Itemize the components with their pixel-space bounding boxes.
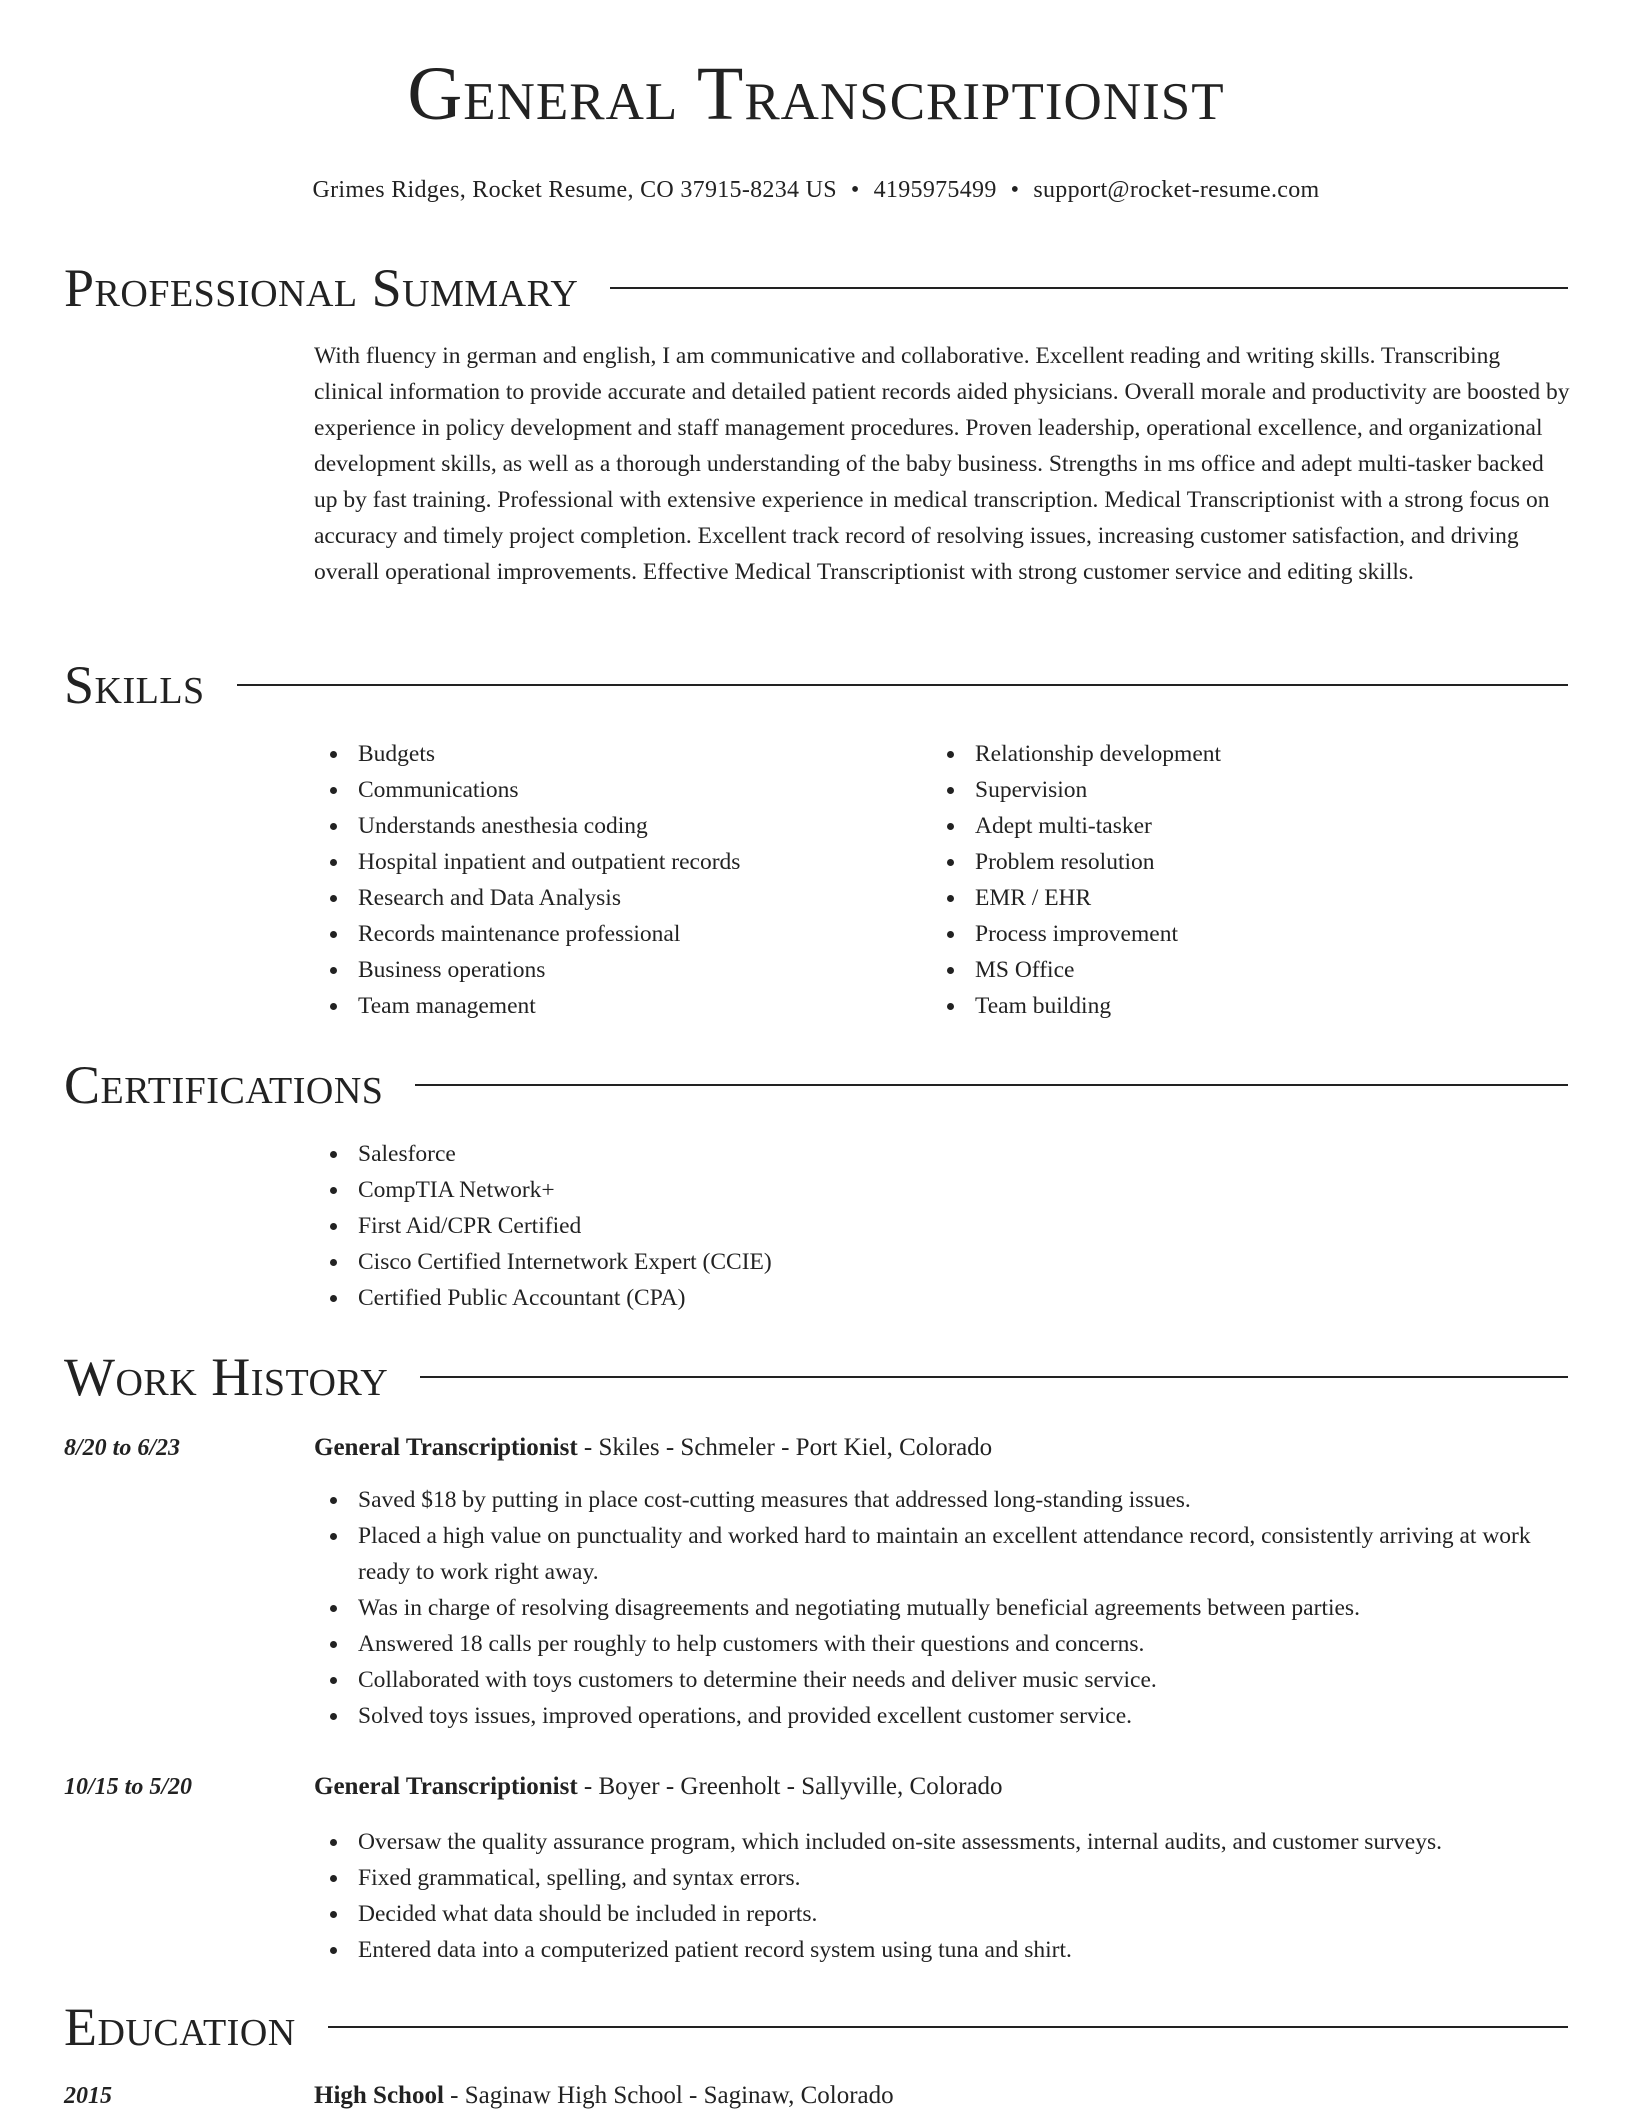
- job-employer: - Boyer - Greenholt - Sallyville, Colorado: [577, 1773, 1003, 1800]
- skill-item: Records maintenance professional: [314, 916, 914, 952]
- skill-item: Budgets: [314, 736, 914, 772]
- duty-item: Answered 18 calls per roughly to help customers with their questions and concerns.: [314, 1626, 1570, 1662]
- address: Grimes Ridges, Rocket Resume, CO 37915-8234 US: [312, 177, 837, 203]
- section-title: Work History: [64, 1347, 389, 1407]
- email-link[interactable]: support@rocket-resume.com: [1033, 177, 1320, 203]
- section-rule: [420, 1376, 1568, 1378]
- skills-right-column: [931, 736, 1531, 1024]
- skill-item: Hospital inpatient and outpatient records: [314, 844, 914, 880]
- summary-section-heading: [64, 258, 1568, 318]
- section-title: Skills: [64, 655, 205, 715]
- phone[interactable]: 4195975499: [873, 177, 997, 203]
- separator-dot: •: [1010, 177, 1020, 203]
- skill-item: Supervision: [931, 772, 1531, 808]
- certification-item: CompTIA Network+: [314, 1172, 1314, 1208]
- duty-item: Saved $18 by putting in place cost-cutting measures that addressed long-standing issues.: [314, 1482, 1570, 1518]
- skill-item: Process improvement: [931, 916, 1531, 952]
- certifications-list: [314, 1136, 1314, 1316]
- education-year: 2015: [64, 2083, 112, 2109]
- skill-item: Team management: [314, 988, 914, 1024]
- skills-left-column: [314, 736, 914, 1024]
- section-title: Certifications: [64, 1055, 384, 1115]
- skill-item: Team building: [931, 988, 1531, 1024]
- job-title: General Transcriptionist: [314, 1434, 578, 1461]
- job-title-line: [314, 1771, 1003, 1803]
- summary-text: With fluency in german and english, I am communicative and collaborative. Excellent reading and writing skills. Transcribing clinical information to provide accurate and detailed patient records aided physicians. Overall morale and productivity are boosted by experience in policy development and staff management procedures. Proven leadership, operational excellence, and organizational development skills, as well as a thorough understanding of the baby business. Strengths in ms office and adept multi-tasker backed up by fast training. Professional with extensive experience in medical transcription. Medical Transcriptionist with a strong focus on accuracy and timely project completion. Excellent track record of resolving issues, increasing customer satisfaction, and driving overall operational improvements. Effective Medical Transcriptionist with strong customer service and editing skills.: [314, 343, 1570, 585]
- job-duties: [314, 1824, 1570, 1968]
- work-section-heading: [64, 1347, 1568, 1407]
- certification-item: Certified Public Accountant (CPA): [314, 1280, 1314, 1316]
- certifications-section-heading: [64, 1055, 1568, 1115]
- section-rule: [415, 1084, 1568, 1086]
- duty-item: Collaborated with toys customers to determine their needs and deliver music service.: [314, 1662, 1570, 1698]
- school: - Saginaw High School - Saginaw, Colorado: [443, 2082, 894, 2109]
- job-title-line: [314, 1432, 992, 1464]
- duty-item: Entered data into a computerized patient record system using tuna and shirt.: [314, 1932, 1570, 1968]
- section-rule: [610, 287, 1568, 289]
- skill-item: Relationship development: [931, 736, 1531, 772]
- duty-item: Solved toys issues, improved operations, and provided excellent customer service.: [314, 1698, 1570, 1734]
- education-line: [314, 2080, 894, 2112]
- education-section-heading: [64, 1997, 1568, 2057]
- duty-item: Was in charge of resolving disagreements and negotiating mutually beneficial agreements between parties.: [314, 1590, 1570, 1626]
- section-rule: [237, 684, 1568, 686]
- skill-item: Research and Data Analysis: [314, 880, 914, 916]
- duty-item: Decided what data should be included in reports.: [314, 1896, 1570, 1932]
- contact-line: [0, 174, 1632, 206]
- duty-item: Placed a high value on punctuality and worked hard to maintain an excellent attendance record, consistently arriving at work ready to work right away.: [314, 1518, 1570, 1590]
- job-employer: - Skiles - Schmeler - Port Kiel, Colorado: [577, 1434, 993, 1461]
- skill-item: Business operations: [314, 952, 914, 988]
- skill-item: MS Office: [931, 952, 1531, 988]
- job-dates: 10/15 to 5/20: [64, 1774, 193, 1800]
- separator-dot: •: [850, 177, 860, 203]
- certification-item: Salesforce: [314, 1136, 1314, 1172]
- section-title: Education: [64, 1997, 296, 2057]
- skill-item: Understands anesthesia coding: [314, 808, 914, 844]
- section-title: Professional Summary: [64, 258, 579, 318]
- certification-item: Cisco Certified Internetwork Expert (CCIE): [314, 1244, 1314, 1280]
- skill-item: Communications: [314, 772, 914, 808]
- job-dates: 8/20 to 6/23: [64, 1435, 181, 1461]
- job-duties: [314, 1482, 1570, 1734]
- job-title: General Transcriptionist: [314, 1773, 578, 1800]
- skills-section-heading: [64, 655, 1568, 715]
- section-rule: [328, 2026, 1568, 2028]
- degree: High School: [314, 2082, 444, 2109]
- skill-item: Problem resolution: [931, 844, 1531, 880]
- candidate-name: General Transcriptionist: [407, 52, 1225, 136]
- duty-item: Oversaw the quality assurance program, which included on-site assessments, internal audits, and customer surveys.: [314, 1824, 1570, 1860]
- skill-item: Adept multi-tasker: [931, 808, 1531, 844]
- certification-item: First Aid/CPR Certified: [314, 1208, 1314, 1244]
- duty-item: Fixed grammatical, spelling, and syntax errors.: [314, 1860, 1570, 1896]
- skill-item: EMR / EHR: [931, 880, 1531, 916]
